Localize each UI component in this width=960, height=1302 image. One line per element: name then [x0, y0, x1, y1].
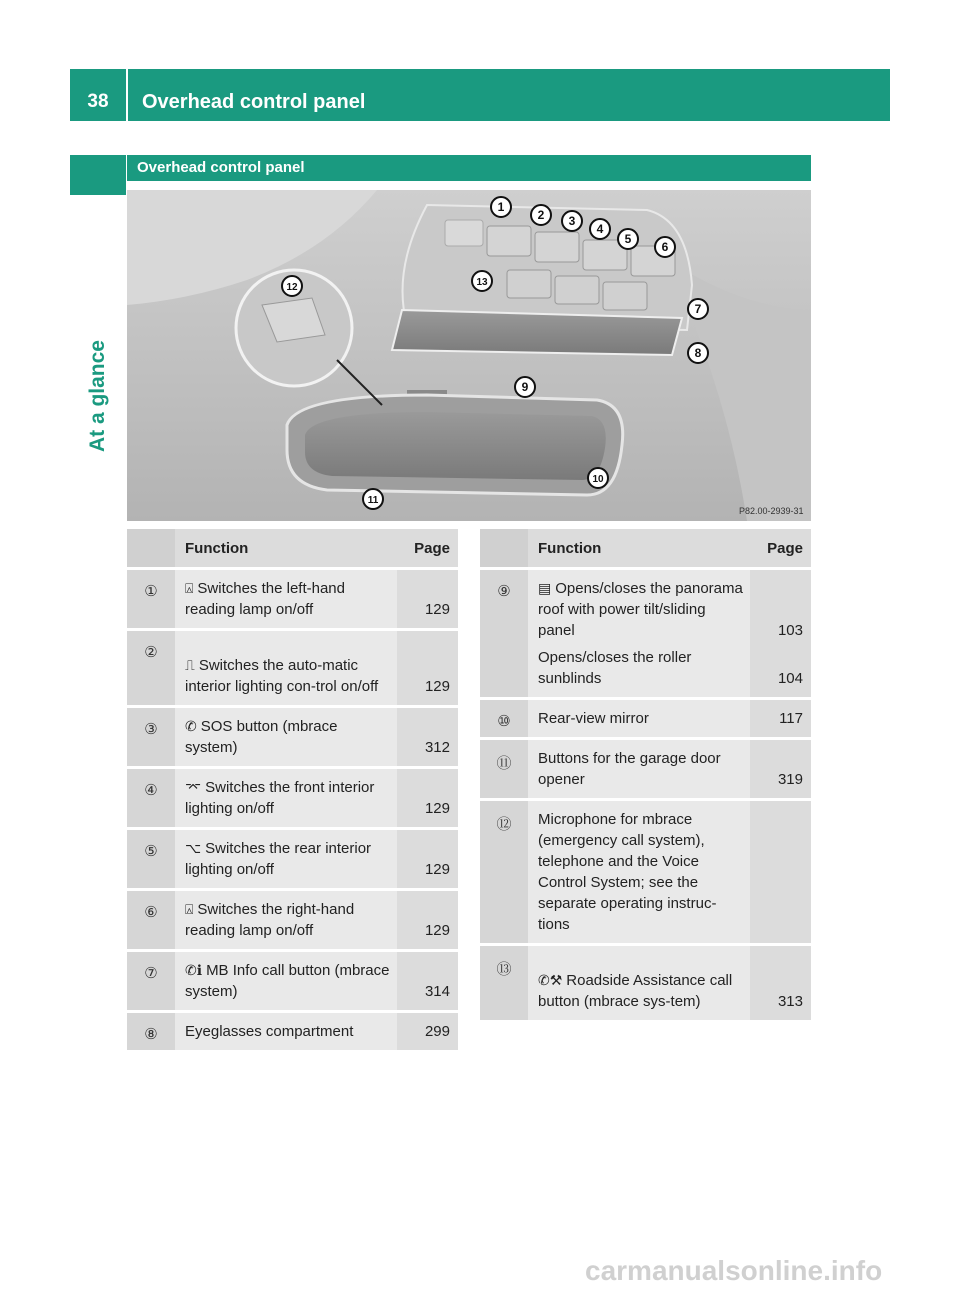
table-row — [127, 628, 458, 705]
svg-text:1: 1 — [497, 200, 505, 214]
function-text: Switches the auto-matic interior lighting con-trol on/off — [185, 657, 379, 695]
page-title: Overhead control panel — [142, 91, 366, 113]
function-text-secondary: Opens/closes the roller sunblinds — [538, 649, 692, 687]
function-cell — [528, 737, 750, 798]
page-cell: 312 — [397, 705, 458, 766]
callout-number: ⑪ — [480, 737, 528, 798]
callout-number: ⑧ — [127, 1010, 175, 1050]
function-text: Rear-view mirror — [538, 710, 649, 727]
page-cell: 129 — [397, 567, 458, 628]
table-row — [127, 1010, 458, 1050]
svg-text:13: 13 — [476, 277, 488, 288]
svg-text:7: 7 — [694, 302, 702, 316]
function-table-left — [127, 529, 458, 1050]
header-cell-function: Function — [528, 529, 750, 567]
panorama-roof-icon: ▤ — [538, 580, 552, 596]
svg-text:8: 8 — [694, 346, 702, 360]
page-cell: 129 — [397, 888, 458, 949]
function-line — [538, 578, 744, 641]
function-line — [185, 716, 391, 758]
function-cell — [175, 705, 397, 766]
function-text: Switches the rear interior lighting on/off — [185, 840, 372, 878]
svg-text:10: 10 — [592, 474, 604, 485]
callout-number: ② — [127, 628, 175, 705]
callout-number: ⑬ — [480, 943, 528, 1020]
function-text: Buttons for the garage door opener — [538, 750, 721, 788]
page-cell: 129 — [397, 628, 458, 705]
page-header — [70, 69, 890, 121]
page-cell — [750, 798, 811, 943]
function-line — [185, 777, 391, 819]
watermark: carmanualsonline.info — [585, 1255, 883, 1286]
callout-number: ④ — [127, 766, 175, 827]
table-row — [127, 766, 458, 827]
table-header-row — [127, 529, 458, 567]
page-cell: 129 — [397, 827, 458, 888]
header-cell-page: Page — [750, 529, 811, 567]
svg-text:9: 9 — [521, 380, 529, 394]
function-line — [185, 960, 391, 1002]
function-line — [185, 899, 391, 941]
side-tab-label: At a glance — [86, 340, 109, 453]
function-text: Opens/closes the panorama roof with power tilt/sliding panel — [538, 580, 743, 639]
svg-text:2: 2 — [537, 208, 545, 222]
overhead-panel-photo — [127, 190, 811, 521]
callout-number: ⑫ — [480, 798, 528, 943]
front-light-icon: ⌤ — [185, 779, 202, 795]
callout-number: ⑤ — [127, 827, 175, 888]
function-text: Switches the right-hand reading lamp on/off — [185, 901, 355, 939]
page-cell: 313 — [750, 943, 811, 1020]
function-text: Switches the front interior lighting on/off — [185, 779, 375, 817]
function-line — [185, 655, 391, 697]
function-line — [185, 578, 391, 620]
function-cell — [175, 949, 397, 1010]
header-cell-number — [480, 529, 528, 567]
sos-icon: ✆ — [185, 718, 197, 734]
function-cell — [528, 697, 750, 737]
table-row — [127, 827, 458, 888]
table-row — [480, 567, 811, 697]
function-cell — [528, 943, 750, 1020]
function-cell — [528, 567, 750, 697]
function-table-right — [480, 529, 811, 1020]
svg-text:4: 4 — [596, 222, 604, 236]
page-number: 38 — [87, 91, 109, 112]
function-text: MB Info call button (mbrace system) — [185, 962, 390, 1000]
table-row — [127, 705, 458, 766]
callout-number: ⑨ — [480, 567, 528, 697]
callout-number: ⑥ — [127, 888, 175, 949]
table-header-row — [480, 529, 811, 567]
function-text: Switches the left-hand reading lamp on/off — [185, 580, 345, 618]
page-cell: 314 — [397, 949, 458, 1010]
header-cell-number — [127, 529, 175, 567]
function-line — [538, 708, 744, 729]
function-text: SOS button (mbrace system) — [185, 718, 338, 756]
auto-lighting-icon: ⎍ — [185, 657, 195, 673]
table-row — [480, 737, 811, 798]
function-line — [538, 809, 744, 935]
page-cell: 129 — [397, 766, 458, 827]
page-cell: 299 — [397, 1010, 458, 1050]
page-ref-secondary: 104 — [777, 670, 803, 687]
function-line — [538, 748, 744, 790]
function-text: Roadside Assistance call button (mbrace sys-tem) — [538, 972, 733, 1010]
function-cell — [175, 567, 397, 628]
function-cell — [175, 766, 397, 827]
page-ref: 103 — [777, 622, 803, 639]
function-text: Eyeglasses compartment — [185, 1023, 354, 1040]
callout-number: ⑦ — [127, 949, 175, 1010]
callout-number: ① — [127, 567, 175, 628]
table-row — [127, 949, 458, 1010]
header-cell-function: Function — [175, 529, 397, 567]
roadside-icon: ✆⚒ — [538, 972, 563, 988]
function-cell — [175, 1010, 397, 1050]
figure-code: P82.00-2939-31 — [739, 506, 804, 516]
page-cell: 117 — [750, 697, 811, 737]
svg-text:11: 11 — [367, 495, 379, 506]
svg-text:12: 12 — [286, 282, 298, 293]
svg-text:3: 3 — [568, 214, 576, 228]
table-row — [480, 943, 811, 1020]
reading-lamp-icon: ⍓ — [185, 901, 194, 917]
table-row — [480, 798, 811, 943]
side-tab-marker — [70, 155, 126, 195]
rear-light-icon: ⌥ — [185, 840, 202, 856]
table-row — [127, 888, 458, 949]
header-divider — [126, 69, 128, 121]
function-line — [185, 838, 391, 880]
page-cell: 319 — [750, 737, 811, 798]
function-text: Microphone for mbrace (emergency call system), telephone and the Voice Control System; see the separate operating instruc-tions — [538, 811, 717, 933]
function-cell — [175, 628, 397, 705]
function-cell — [175, 888, 397, 949]
svg-text:5: 5 — [624, 232, 632, 246]
table-row — [480, 697, 811, 737]
svg-text:6: 6 — [661, 240, 669, 254]
table-row — [127, 567, 458, 628]
reading-lamp-icon: ⍓ — [185, 580, 194, 596]
function-cell — [528, 798, 750, 943]
side-tab — [78, 340, 118, 500]
page-cell — [750, 567, 811, 697]
callout-number: ⑩ — [480, 697, 528, 737]
function-cell — [175, 827, 397, 888]
function-line — [185, 1021, 391, 1042]
info-call-icon: ✆ℹ — [185, 962, 203, 978]
header-cell-page: Page — [397, 529, 458, 567]
section-title: Overhead control panel — [127, 155, 811, 181]
callout-number: ③ — [127, 705, 175, 766]
function-line — [538, 970, 744, 1012]
